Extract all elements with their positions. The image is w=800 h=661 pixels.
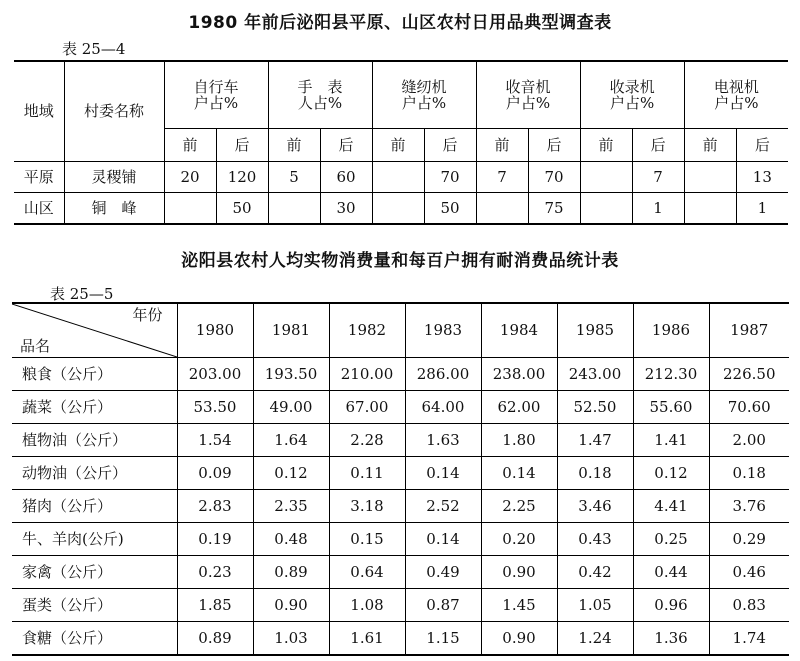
cell-committee: 铜 峰 (64, 193, 164, 225)
cell-value: 1 (632, 193, 684, 225)
cell-value (372, 162, 424, 193)
cell-value: 2.83 (177, 490, 253, 523)
cell-value: 30 (320, 193, 372, 225)
cell-value: 286.00 (405, 358, 481, 391)
item-name: 猪肉（公斤） (12, 490, 177, 523)
cell-value: 1.85 (177, 589, 253, 622)
cell-value: 20 (164, 162, 216, 193)
cell-value: 0.49 (405, 556, 481, 589)
header-before: 前 (476, 129, 528, 162)
table-row (12, 457, 789, 490)
cell-value: 2.28 (329, 424, 405, 457)
header-category: 手 表 人占% (268, 61, 372, 129)
cell-committee: 灵稷铺 (64, 162, 164, 193)
cell-value: 0.14 (405, 523, 481, 556)
table-row (14, 162, 788, 193)
cell-value: 0.18 (557, 457, 633, 490)
table-row (12, 523, 789, 556)
year-header: 1981 (253, 303, 329, 358)
cell-value: 212.30 (633, 358, 709, 391)
year-header: 1984 (481, 303, 557, 358)
table-row (12, 622, 789, 656)
table-row (12, 358, 789, 391)
cell-value: 1.64 (253, 424, 329, 457)
cell-value: 243.00 (557, 358, 633, 391)
item-name: 家禽（公斤） (12, 556, 177, 589)
cell-value: 1.80 (481, 424, 557, 457)
cell-value: 3.76 (709, 490, 789, 523)
cell-value (580, 193, 632, 225)
cell-value: 0.48 (253, 523, 329, 556)
table-25-5-number: 表 25—5 (50, 285, 114, 303)
cell-value: 0.14 (405, 457, 481, 490)
cell-value: 64.00 (405, 391, 481, 424)
cell-value: 0.15 (329, 523, 405, 556)
cell-value: 50 (424, 193, 476, 225)
corner-item-label: 品名 (20, 336, 51, 355)
cell-value: 0.89 (253, 556, 329, 589)
table-row (14, 193, 788, 225)
year-header: 1986 (633, 303, 709, 358)
cell-value: 2.25 (481, 490, 557, 523)
cell-value: 0.09 (177, 457, 253, 490)
table-25-5 (12, 302, 789, 656)
cell-value: 7 (632, 162, 684, 193)
cell-value: 4.41 (633, 490, 709, 523)
item-name: 动物油（公斤） (12, 457, 177, 490)
cell-value (580, 162, 632, 193)
cell-value: 1.47 (557, 424, 633, 457)
table-25-4 (14, 60, 788, 225)
cell-value: 13 (736, 162, 788, 193)
cell-value: 2.52 (405, 490, 481, 523)
cell-value: 53.50 (177, 391, 253, 424)
header-before: 前 (268, 129, 320, 162)
cell-value: 0.23 (177, 556, 253, 589)
cell-value: 3.46 (557, 490, 633, 523)
table-row (12, 424, 789, 457)
cell-value: 67.00 (329, 391, 405, 424)
cell-value: 62.00 (481, 391, 557, 424)
item-name: 蛋类（公斤） (12, 589, 177, 622)
cell-value: 70 (424, 162, 476, 193)
item-name: 蔬菜（公斤） (12, 391, 177, 424)
cell-value: 0.43 (557, 523, 633, 556)
cell-value: 203.00 (177, 358, 253, 391)
cell-region: 平原 (14, 162, 64, 193)
cell-value: 0.90 (481, 556, 557, 589)
corner-header (12, 303, 177, 358)
cell-value: 0.96 (633, 589, 709, 622)
cell-value: 60 (320, 162, 372, 193)
cell-value: 1.15 (405, 622, 481, 656)
cell-value: 0.19 (177, 523, 253, 556)
cell-value: 3.18 (329, 490, 405, 523)
header-before: 前 (164, 129, 216, 162)
cell-value: 193.50 (253, 358, 329, 391)
item-name: 粮食（公斤） (12, 358, 177, 391)
cell-value: 2.00 (709, 424, 789, 457)
corner-year-label: 年份 (132, 306, 163, 324)
header-before: 前 (684, 129, 736, 162)
header-after: 后 (528, 129, 580, 162)
cell-value: 226.50 (709, 358, 789, 391)
header-before: 前 (372, 129, 424, 162)
header-after: 后 (632, 129, 684, 162)
cell-value: 0.12 (253, 457, 329, 490)
cell-region: 山区 (14, 193, 64, 225)
cell-value (372, 193, 424, 225)
cell-value (164, 193, 216, 225)
table-row (12, 391, 789, 424)
cell-value: 1.24 (557, 622, 633, 656)
header-category: 缝纫机 户占% (372, 61, 476, 129)
cell-value: 1.45 (481, 589, 557, 622)
header-category: 收录机 户占% (580, 61, 684, 129)
cell-value: 49.00 (253, 391, 329, 424)
cell-value: 0.12 (633, 457, 709, 490)
cell-value: 55.60 (633, 391, 709, 424)
cell-value: 0.20 (481, 523, 557, 556)
cell-value: 1.54 (177, 424, 253, 457)
year-header: 1982 (329, 303, 405, 358)
cell-value: 0.18 (709, 457, 789, 490)
item-name: 食糖（公斤） (12, 622, 177, 656)
cell-value: 1.63 (405, 424, 481, 457)
item-name: 植物油（公斤） (12, 424, 177, 457)
cell-value: 0.44 (633, 556, 709, 589)
header-after: 后 (736, 129, 788, 162)
header-category: 自行车 户占% (164, 61, 268, 129)
cell-value: 0.11 (329, 457, 405, 490)
cell-value: 1.61 (329, 622, 405, 656)
cell-value: 52.50 (557, 391, 633, 424)
header-after: 后 (216, 129, 268, 162)
year-header: 1985 (557, 303, 633, 358)
cell-value: 1.41 (633, 424, 709, 457)
header-region: 地域 (14, 61, 64, 162)
header-category: 收音机 户占% (476, 61, 580, 129)
cell-value: 70 (528, 162, 580, 193)
header-category: 电视机 户占% (684, 61, 788, 129)
cell-value (476, 193, 528, 225)
cell-value: 70.60 (709, 391, 789, 424)
year-header: 1983 (405, 303, 481, 358)
table-25-4-title: 1980 年前后泌阳县平原、山区农村日用品典型调查表 (188, 13, 612, 33)
header-after: 后 (424, 129, 476, 162)
cell-value: 0.83 (709, 589, 789, 622)
cell-value (684, 162, 736, 193)
cell-value: 120 (216, 162, 268, 193)
cell-value: 1.36 (633, 622, 709, 656)
cell-value: 1.03 (253, 622, 329, 656)
table-25-4-number: 表 25—4 (62, 40, 126, 58)
cell-value: 238.00 (481, 358, 557, 391)
cell-value: 0.87 (405, 589, 481, 622)
header-before: 前 (580, 129, 632, 162)
cell-value: 1 (736, 193, 788, 225)
cell-value: 0.14 (481, 457, 557, 490)
cell-value: 0.64 (329, 556, 405, 589)
table-row (12, 490, 789, 523)
cell-value (684, 193, 736, 225)
item-name: 牛、羊肉(公斤) (12, 523, 177, 556)
cell-value: 210.00 (329, 358, 405, 391)
cell-value: 5 (268, 162, 320, 193)
cell-value: 0.90 (481, 622, 557, 656)
cell-value: 1.08 (329, 589, 405, 622)
year-header: 1987 (709, 303, 789, 358)
cell-value: 75 (528, 193, 580, 225)
cell-value: 2.35 (253, 490, 329, 523)
year-header: 1980 (177, 303, 253, 358)
cell-value: 0.90 (253, 589, 329, 622)
cell-value: 0.46 (709, 556, 789, 589)
table-row (12, 589, 789, 622)
cell-value: 0.89 (177, 622, 253, 656)
table-row (12, 556, 789, 589)
cell-value (268, 193, 320, 225)
header-committee: 村委名称 (64, 61, 164, 162)
table-25-5-title: 泌阳县农村人均实物消费量和每百户拥有耐消费品统计表 (181, 251, 619, 271)
header-after: 后 (320, 129, 372, 162)
cell-value: 50 (216, 193, 268, 225)
cell-value: 0.25 (633, 523, 709, 556)
cell-value: 0.29 (709, 523, 789, 556)
cell-value: 1.74 (709, 622, 789, 656)
cell-value: 7 (476, 162, 528, 193)
cell-value: 1.05 (557, 589, 633, 622)
cell-value: 0.42 (557, 556, 633, 589)
